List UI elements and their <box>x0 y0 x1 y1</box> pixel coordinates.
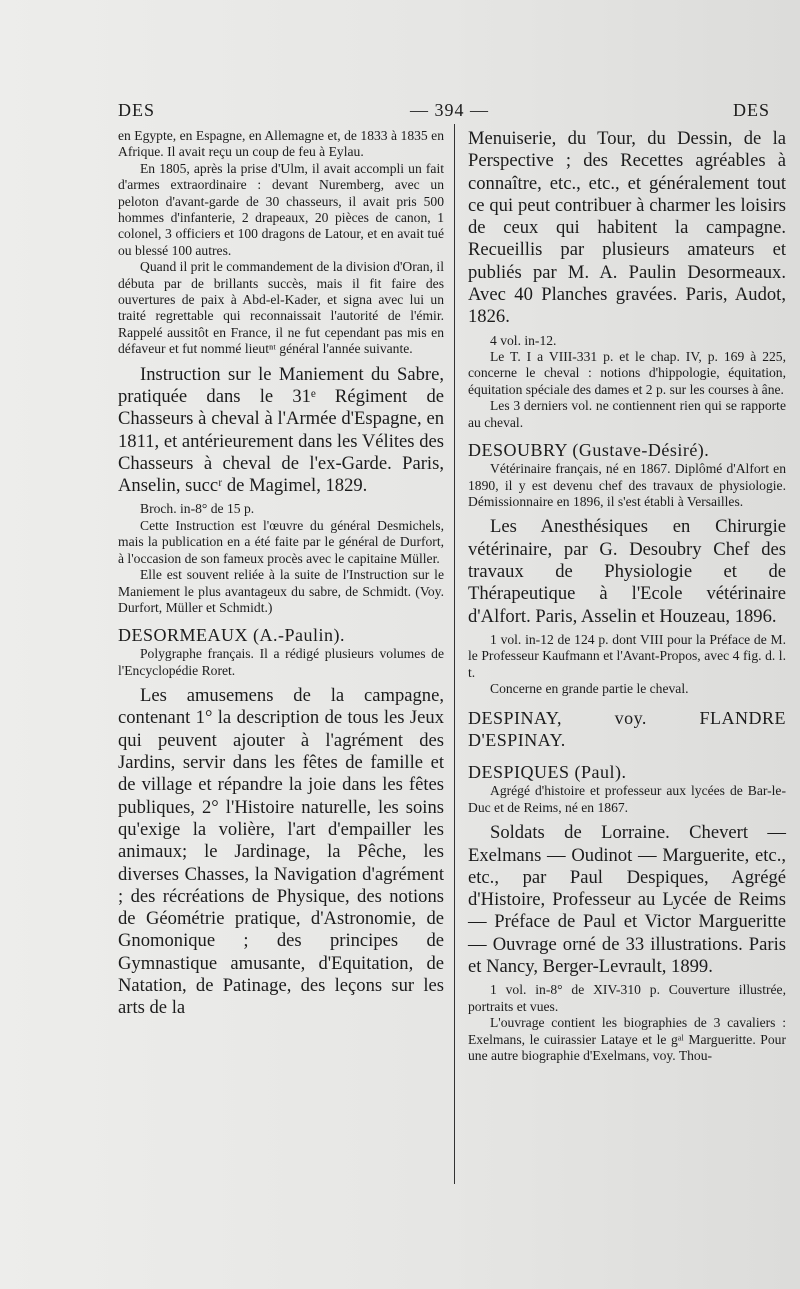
paragraph: Elle est souvent reliée à la suite de l'Instruction sur le Maniement le plus avantageux du sabre, de Schmidt. (Voy. Durfort, Müller et Schmidt.) <box>118 567 444 615</box>
left-column <box>118 128 444 1020</box>
book-title: Soldats de Lorraine. Chevert — Exelmans — Oudinot — Marguerite, etc., etc., par Paul Despiques, Agrégé d'Histoire, Professeur au Lycée de Reims — Préface de Paul et Victor Margueritte — Ouvrage orné de 33 illustrations. Paris et Nancy, Berger-Levrault, 1899. <box>468 822 786 978</box>
running-header <box>118 100 770 126</box>
author-note: Polygraphe français. Il a rédigé plusieurs volumes de l'Encyclopédie Roret. <box>118 646 444 678</box>
paragraph: en Egypte, en Espagne, en Allemagne et, de 1833 à 1835 en Afrique. Il avait reçu un coup de feu à Eylau. <box>118 128 444 160</box>
paragraph: Le T. I a VIII-331 p. et le chap. IV, p. 169 à 225, concerne le cheval : notions d'hippologie, équitation, équitation spéciale des dames et 2 p. sur les courses à âne. <box>468 349 786 397</box>
header-right: DES <box>732 100 770 120</box>
paragraph: 4 vol. in-12. <box>490 332 557 348</box>
page-number: — 394 — <box>410 100 489 120</box>
author-heading: DESPINAY, voy. FLANDRE D'ESPINAY. <box>468 708 786 751</box>
paragraph: Quand il prit le commandement de la division d'Oran, il débuta par de brillants succès, mais il fit faire des ouvertures de paix à Abd-el-Kader, et signa avec lui un traité regrettable qui reconnaissait l'autorité de l'émir. Rappelé aussitôt en France, il ne fut cependant pas mis en défaveur et fut nommé lieutⁿᵗ général l'année suivante. <box>118 259 444 357</box>
paragraph: Cette Instruction est l'œuvre du général Desmichels, mais la publication en a été faite par le général de Durfort, à l'occasion de son fameux procès avec le capitaine Müller. <box>118 517 444 566</box>
author-heading: DESPIQUES (Paul). <box>468 762 627 783</box>
book-title: Instruction sur le Maniement du Sabre, pratiquée dans le 31ᵉ Régiment de Chasseurs à cheval à l'Armée d'Espagne, en 1811, et antérieurement dans les Vélites des Chasseurs à cheval de l'ex-Garde. Paris, Anselin, succʳ de Magimel, 1829. <box>118 363 444 497</box>
paragraph: L'ouvrage contient les biographies de 3 cavaliers : Exelmans, le cuirassier Lataye et le gᵃˡ Margueritte. Pour une autre biographie d'Exelmans, voy. Thou- <box>468 1015 786 1063</box>
author-note: Agrégé d'histoire et professeur aux lycées de Bar-le-Duc et de Reims, né en 1867. <box>468 783 786 815</box>
book-title: Les amusemens de la campagne, contenant 1° la description de tous les Jeux qui peuvent ajouter à l'agrément des Jardins, servir dans les fêtes de famille et de village et répandre la joie dans les fêtes publiques, 2° l'Histoire naturelle, les soins qu'exige la volière, l'art d'empailler les animaux; le Jardinage, la Pêche, les diverses Chasses, la Navigation d'agrément ; des récréations de Physique, des notions de Géométrie pratique, d'Astronomie, de Gnomonique ; des principes de Gymnastique amusante, d'Equitation, de Natation, de Patinage, des leçons sur les arts de la <box>118 685 444 1019</box>
header-left: DES <box>118 100 156 120</box>
author-note: Vétérinaire français, né en 1867. Diplômé d'Alfort en 1890, il y est devenu chef des travaux de physiologie. Démissionnaire en 1896, il s'est établi à Versailles. <box>468 461 786 509</box>
paragraph: 1 vol. in-8° de XIV-310 p. Couverture illustrée, portraits et vues. <box>468 982 786 1014</box>
paragraph: Broch. in-8° de 15 p. <box>140 501 255 517</box>
book-title: Les Anesthésiques en Chirurgie vétérinaire, par G. Desoubry Chef des travaux de Physiologie et de Thérapeutique à l'Ecole vétérinaire d'Alfort. Paris, Asselin et Houzeau, 1896. <box>468 516 786 627</box>
paragraph: Les 3 derniers vol. ne contiennent rien qui se rapporte au cheval. <box>468 398 786 430</box>
column-rule <box>454 124 455 1184</box>
paragraph: 1 vol. in-12 de 124 p. dont VIII pour la Préface de M. le Professeur Kaufmann et l'Avant-Propos, avec 4 fig. d. l. t. <box>468 631 786 680</box>
author-heading: DESORMEAUX (A.-Paulin). <box>118 625 345 646</box>
paragraph: En 1805, après la prise d'Ulm, il avait accompli un fait d'armes extraordinaire : devant Nuremberg, avec un peloton d'avant-garde de 30 chasseurs, il avait pris 500 hommes d'infanterie, 2 drapeaux, 20 pièces de canon, 1 colonel, 3 officiers et 100 dragons de Latour, et en avait tué ou blessé 100 autres. <box>118 160 444 258</box>
author-heading: DESOUBRY (Gustave-Désiré). <box>468 440 710 461</box>
paragraph: Concerne en grande partie le cheval. <box>490 681 689 697</box>
book-title-continued: Menuiserie, du Tour, du Dessin, de la Perspective ; des Recettes agréables à connaître, etc., etc., et généralement tout ce qui peut contribuer à charmer les loisirs de ceux qui habitent la campagne. Recueillis par plusieurs amateurs et publiés par M. A. Paulin Desormeaux. Avec 40 Planches gravées. Paris, Audot, 1826. <box>468 128 786 328</box>
right-column <box>468 128 786 1064</box>
